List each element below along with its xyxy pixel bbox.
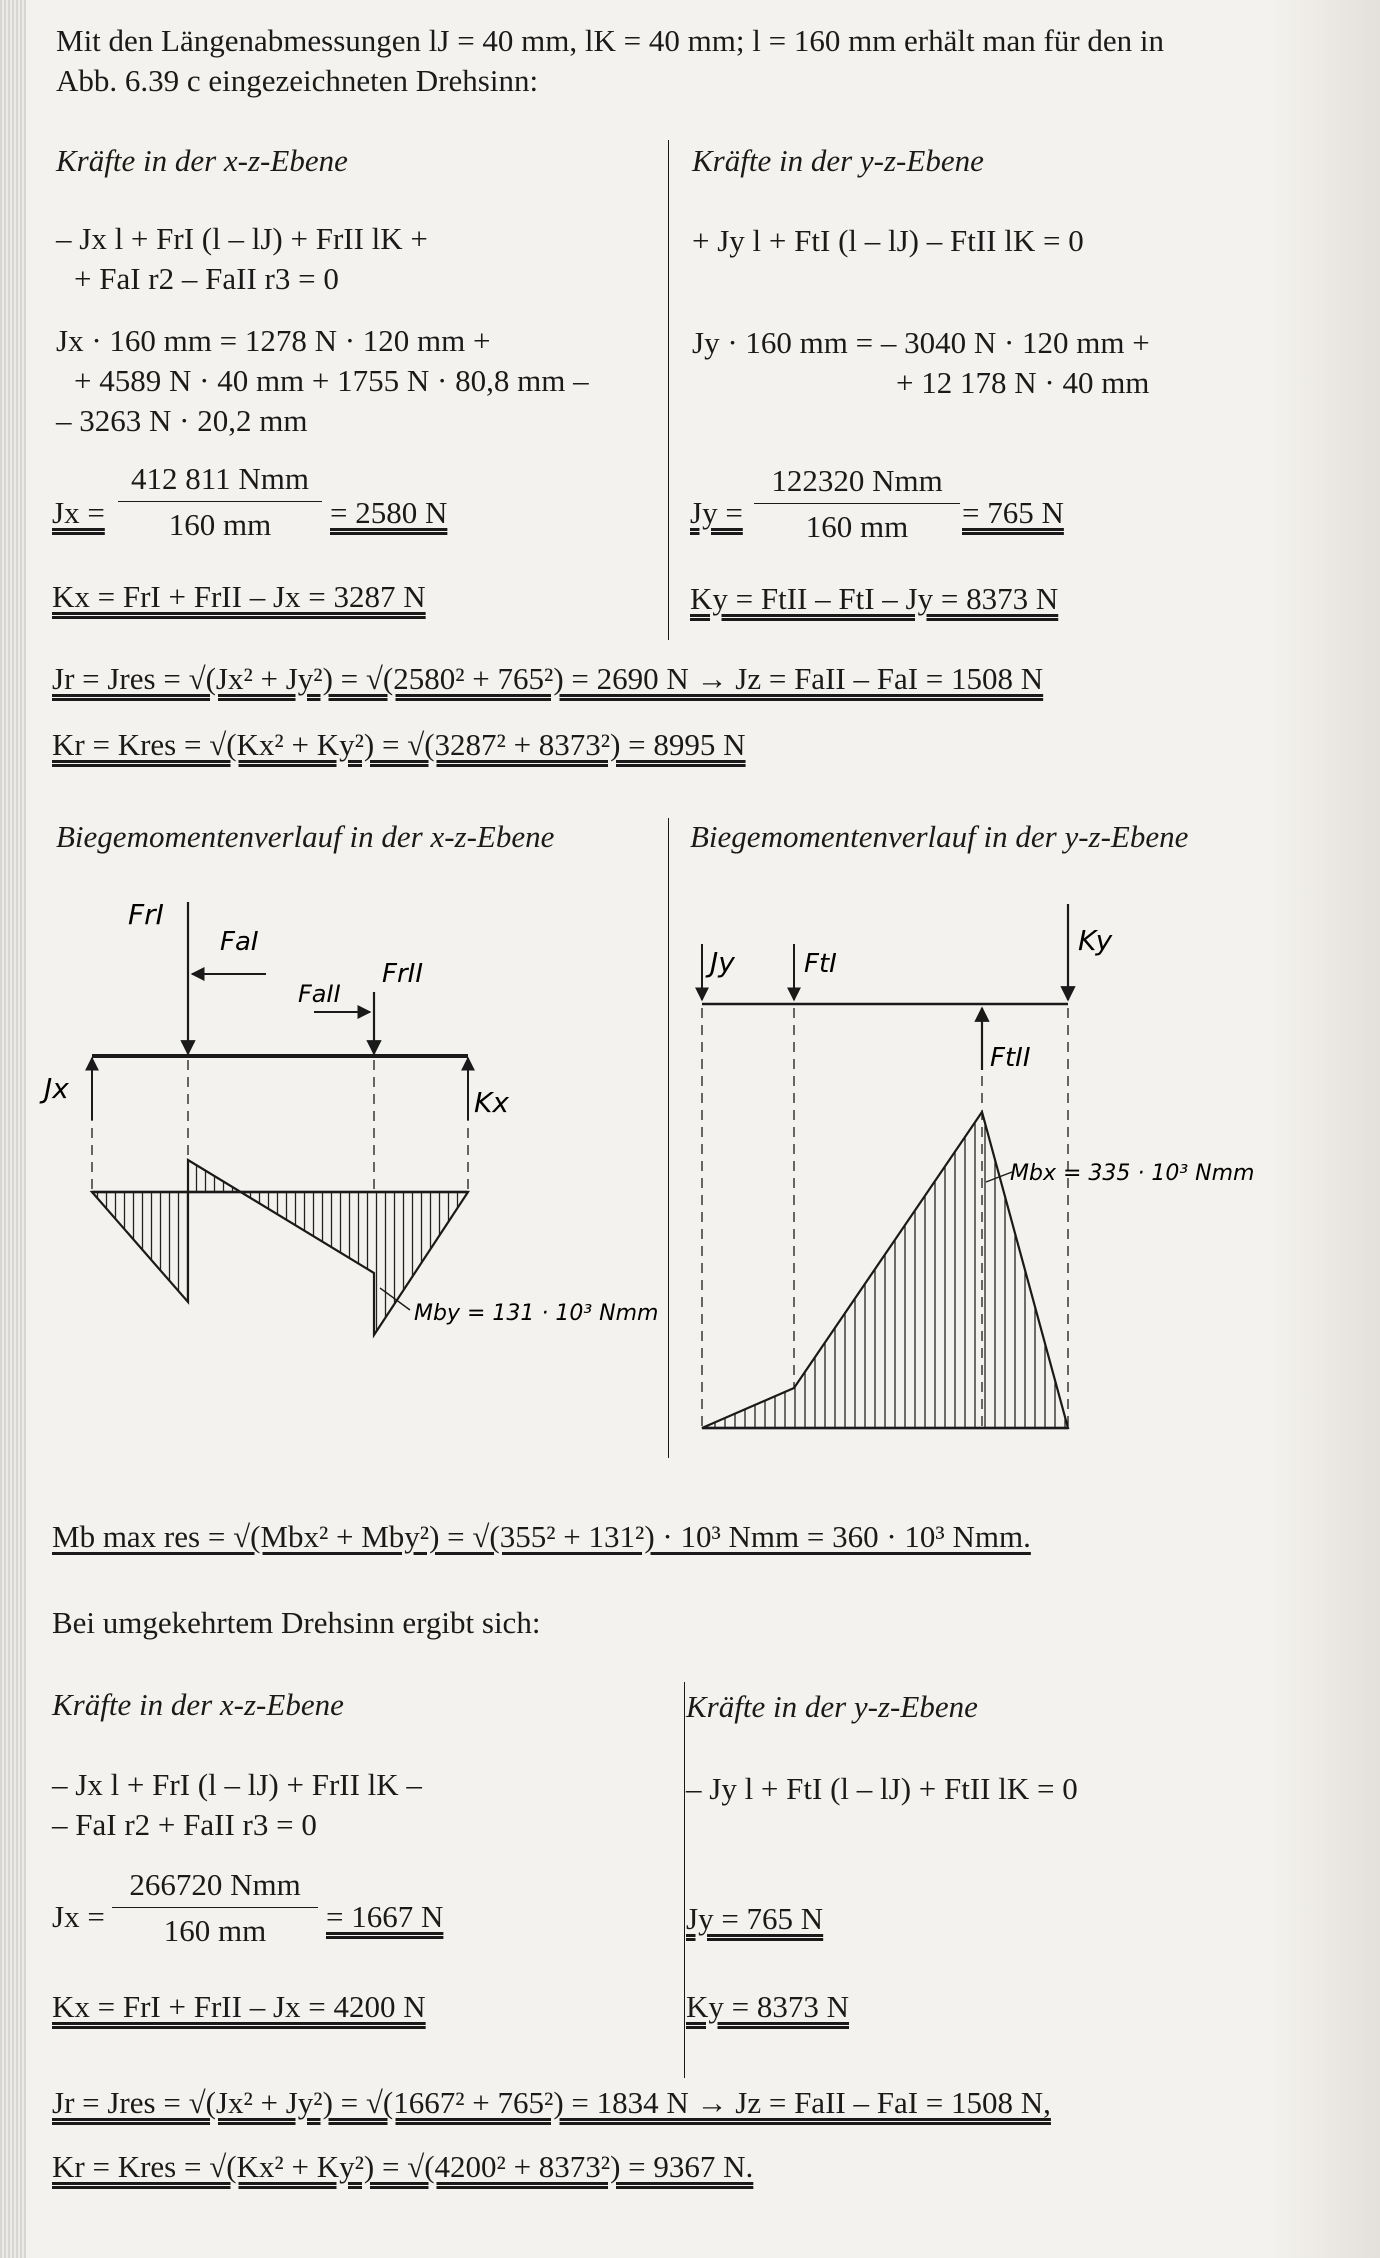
s2-kr: Kr = Kres = √(Kx² + Ky²) = √(4200² + 8373²) = 9367 N. [52, 2149, 754, 2184]
s2-left-frac-res: = 1667 N [326, 1899, 444, 1934]
s1-left-eq2b: + 4589 N · 40 mm + 1755 N · 80,8 mm – [74, 363, 589, 398]
s2-right-eq1: – Jy l + FtI (l – lJ) + FtII lK = 0 [686, 1771, 1078, 1806]
moment-area-xz [92, 1160, 468, 1335]
bending-moment-diagram-xz [30, 880, 670, 1360]
mb-max-res: Mb max res = √(Mbx² + Mby²) = √(355² + 131²) · 10³ Nmm = 360 · 10³ Nmm. [52, 1519, 1031, 1554]
s1-left-eq2c: – 3263 N · 20,2 mm [56, 403, 308, 438]
section1-divider [668, 140, 669, 640]
s2-left-eq1a: – Jx l + FrI (l – lJ) + FrII lK – [52, 1767, 422, 1802]
s1-left-frac-den: 160 mm [168, 507, 272, 543]
s1-left-heading: Kräfte in der x-z-Ebene [56, 143, 348, 178]
s1-right-frac-num: 122320 Nmm [771, 463, 943, 498]
diagram-right-heading: Biegemomentenverlauf in der y-z-Ebene [690, 819, 1189, 854]
label-kx: Kx [474, 1086, 509, 1119]
s1-right-eq1: + Jy l + FtI (l – lJ) – FtII lK = 0 [692, 223, 1084, 258]
s2-left-fraction [112, 1866, 318, 1949]
s1-left-kx: Kx = FrI + FrII – Jx = 3287 N [52, 579, 426, 614]
fraction-bar [754, 503, 960, 504]
s2-left-frac-num: 266720 Nmm [129, 1867, 301, 1902]
s2-left-heading: Kräfte in der x-z-Ebene [52, 1687, 344, 1722]
s1-left-frac-res: = 2580 N [330, 495, 448, 530]
s1-left-eq1b: + FaI r2 – FaII r3 = 0 [74, 261, 339, 296]
fraction-bar [112, 1907, 318, 1908]
s2-right-heading: Kräfte in der y-z-Ebene [686, 1689, 978, 1724]
s1-right-fraction [754, 462, 960, 545]
s2-left-kx: Kx = FrI + FrII – Jx = 4200 N [52, 1989, 426, 2024]
s2-jr: Jr = Jres = √(Jx² + Jy²) = √(1667² + 765²) = 1834 N → Jz = FaII – FaI = 1508 N, [52, 2085, 1051, 2120]
label-jx: Jx [44, 1072, 69, 1105]
fraction-bar [118, 501, 322, 502]
s1-left-eq1a: – Jx l + FrI (l – lJ) + FrII lK + [56, 221, 428, 256]
s1-right-frac-lhs: Jy = [690, 495, 743, 530]
page-gutter [0, 0, 26, 2258]
label-ft2: FtII [990, 1043, 1031, 1073]
reverse-intro: Bei umgekehrtem Drehsinn ergibt sich: [52, 1605, 541, 1640]
s2-left-frac-lhs: Jx = [52, 1899, 105, 1934]
s2-left-frac-den: 160 mm [163, 1913, 267, 1949]
label-mby: Mby = 131 · 10³ Nmm [414, 1301, 659, 1326]
s2-left-eq1b: – FaI r2 + FaII r3 = 0 [52, 1807, 317, 1842]
s1-right-eq2a: Jy · 160 mm = – 3040 N · 120 mm + [692, 325, 1150, 360]
s1-left-frac-lhs: Jx = [52, 495, 105, 530]
s1-kr: Kr = Kres = √(Kx² + Ky²) = √(3287² + 8373²) = 8995 N [52, 727, 746, 762]
label-ft1: FtI [804, 949, 837, 979]
s1-right-ky: Ky = FtII – FtI – Jy = 8373 N [690, 581, 1059, 616]
s1-jr: Jr = Jres = √(Jx² + Jy²) = √(2580² + 765²) = 2690 N → Jz = FaII – FaI = 1508 N [52, 661, 1044, 696]
bending-moment-diagram-yz [680, 880, 1320, 1440]
label-fr2: FrII [382, 959, 423, 989]
label-jy: Jy [710, 946, 735, 979]
section2-divider [684, 1682, 685, 2078]
s1-left-eq2a: Jx · 160 mm = 1278 N · 120 mm + [56, 323, 491, 358]
label-mbx: Mbx = 335 · 10³ Nmm [1010, 1161, 1255, 1186]
intro-line-1: Mit den Längenabmessungen lJ = 40 mm, lK = 40 mm; l = 160 mm erhält man für den in [56, 23, 1165, 58]
s1-right-frac-res: = 765 N [962, 495, 1064, 530]
moment-area-yz [702, 1112, 1068, 1428]
label-fa2: FaII [298, 980, 341, 1008]
label-ky: Ky [1078, 924, 1113, 957]
intro-line-2: Abb. 6.39 c eingezeichneten Drehsinn: [56, 63, 539, 98]
diagram-left-heading: Biegemomentenverlauf in der x-z-Ebene [56, 819, 555, 854]
label-fr1: FrI [128, 898, 164, 931]
s2-right-jy: Jy = 765 N [686, 1901, 824, 1936]
label-fa1: FaI [220, 927, 259, 957]
s2-right-ky: Ky = 8373 N [686, 1989, 850, 2024]
s1-left-frac-num: 412 811 Nmm [131, 461, 309, 496]
s1-right-frac-den: 160 mm [805, 509, 909, 545]
s1-left-fraction [118, 460, 322, 543]
s1-right-heading: Kräfte in der y-z-Ebene [692, 143, 984, 178]
s1-right-eq2b: + 12 178 N · 40 mm [896, 365, 1150, 400]
